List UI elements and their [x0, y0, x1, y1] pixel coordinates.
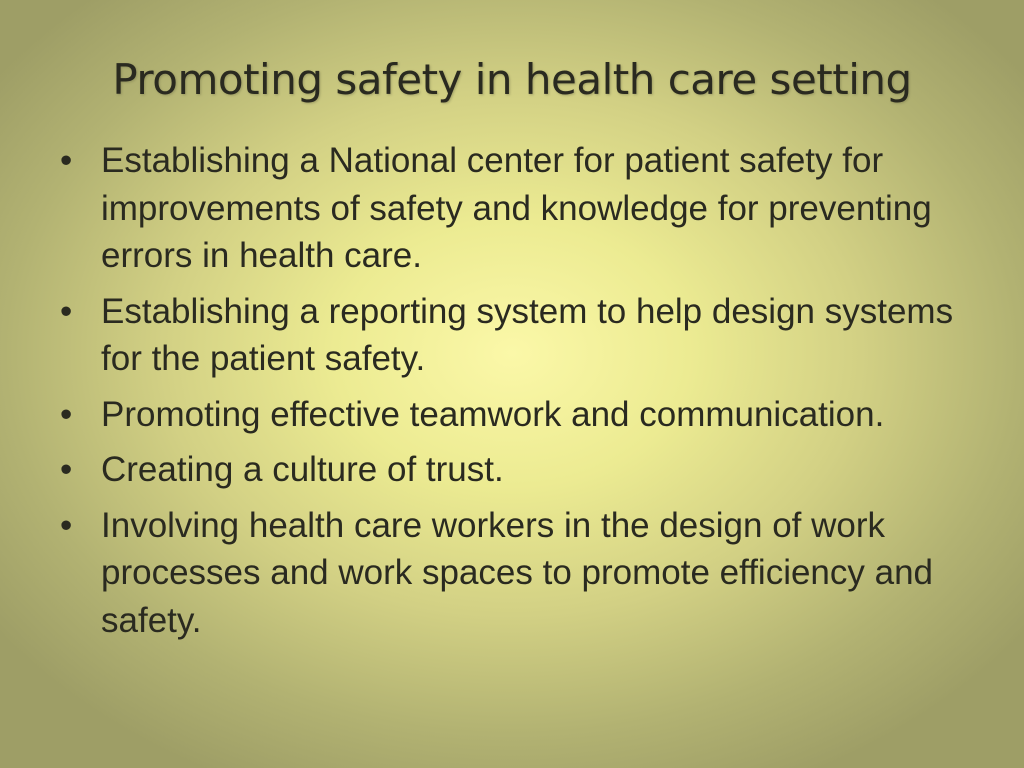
bullet-icon: • [60, 394, 73, 434]
bullet-item [56, 137, 956, 280]
bullet-item [56, 446, 956, 494]
bullet-icon: • [60, 505, 73, 545]
bullet-list [56, 137, 956, 652]
bullet-text: Promoting effective teamwork and communication. [101, 394, 885, 434]
bullet-text: Creating a culture of trust. [101, 450, 504, 489]
bullet-icon: • [60, 141, 73, 180]
bullet-icon: • [60, 291, 73, 331]
bullet-item [56, 502, 956, 645]
bullet-item [56, 288, 956, 383]
slide-title: Promoting safety in health care setting [112, 55, 912, 104]
bullet-text: Involving health care workers in the design of work processes and work spaces to promote efficiency and safety. [101, 505, 934, 640]
bullet-icon: • [60, 450, 73, 489]
bullet-text: Establishing a reporting system to help design systems for the patient safety. [101, 291, 954, 378]
bullet-text: Establishing a National center for patient safety for improvements of safety and knowledge for preventing errors in health care. [101, 141, 932, 275]
bullet-item [56, 391, 956, 439]
